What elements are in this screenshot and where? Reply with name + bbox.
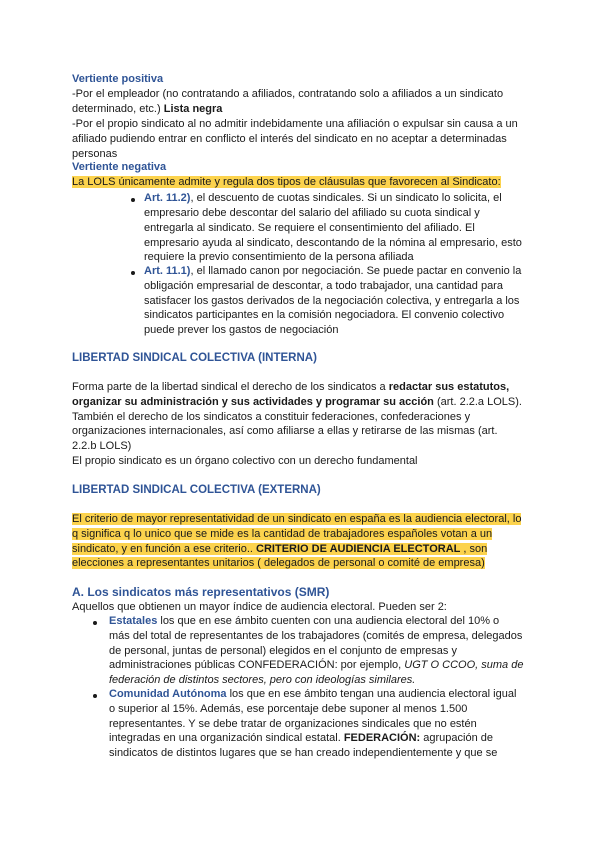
text-line: sindicatos de distintos lugares que se han creado independientemente y que se xyxy=(109,747,498,759)
bullet-icon xyxy=(131,198,135,202)
text-line: El criterio de mayor representatividad de un sindicato en españa es la audiencia electoral, lo xyxy=(72,513,522,525)
text-line: o superior al 15%. Además, ese porcentaje debe suponer al menos 1.500 xyxy=(109,703,468,715)
bullet-icon xyxy=(93,621,97,625)
text-line: organizar su administración y sus actividades y programar su acción (art. 2.2.a LOLS). xyxy=(72,396,522,408)
text-line: entregarla al sindicato. Se requiere el consentimiento del afiliado. El xyxy=(144,222,475,234)
highlighted-text: La LOLS únicamente admite y regula dos tipos de cláusulas que favorecen al Sindicato: xyxy=(72,176,501,188)
text-line: personas xyxy=(72,148,118,160)
article-ref: Art. 11.2) xyxy=(144,192,191,204)
text-line: Aquellos que obtienen un mayor índice de audiencia electoral. Pueden ser 2: xyxy=(72,601,447,613)
section-heading-externa: LIBERTAD SINDICAL COLECTIVA (EXTERNA) xyxy=(72,484,321,496)
text-line: representantes. Y se debe tratar de organizaciones sindicales que no estén xyxy=(109,718,477,730)
text-line: Forma parte de la libertad sindical el derecho de los sindicatos a redactar sus estatutos, xyxy=(72,381,510,393)
text-line xyxy=(72,175,501,190)
comunidad-autonoma-label: Comunidad Autónoma xyxy=(109,688,227,700)
text-line: de personal, juntas de personal) elegidos en el conjunto de empresas y xyxy=(109,645,457,657)
estatales-label: Estatales xyxy=(109,615,158,627)
lista-negra-term: Lista negra xyxy=(163,103,223,115)
bullet-icon xyxy=(93,694,97,698)
text-line: puede prever los gastos de negociación xyxy=(144,324,339,336)
text-line: obligación empresarial de descontar, a todo trabajador, una cantidad para xyxy=(144,280,503,292)
text-line: -Por el empleador (no contratando a afiliados, contratando solo a afiliados a un sindicato xyxy=(72,88,504,100)
text-line: Art. 11.2), el descuento de cuotas sindicales. Si un sindicato lo solicita, el xyxy=(144,192,502,204)
text-line: requiere la previo consentimiento de la persona afiliada xyxy=(144,251,414,263)
criterio-audiencia-term: CRITERIO DE AUDIENCIA ELECTORAL xyxy=(256,543,461,555)
text-line: determinado, etc.) Lista negra xyxy=(72,103,223,115)
text-line: También el derecho de los sindicatos a constituir federaciones, confederaciones y xyxy=(72,411,471,423)
text-line: Art. 11.1), el llamado canon por negociación. Se puede pactar en convenio la xyxy=(144,265,522,277)
smr-heading: A. Los sindicatos más representativos (SMR) xyxy=(72,585,330,599)
section-heading-interna: LIBERTAD SINDICAL COLECTIVA (INTERNA) xyxy=(72,352,317,364)
text-line: empresario debe descontar del salario del afiliado su cuota sindical y xyxy=(144,207,480,219)
text-line: organizaciones internacionales, así como afiliarse a ellas y retirarse de las mismas (art. xyxy=(72,425,498,437)
text-line: Estatales los que en ese ámbito cuenten con una audiencia electoral del 10% o xyxy=(109,615,500,627)
text-line: sindicatos participantes en la comisión negociadora. El convenio colectivo xyxy=(144,309,505,321)
text-line: federación de distintos sectores, pero con ideologías similares. xyxy=(109,674,416,686)
bullet-icon xyxy=(131,271,135,275)
article-ref: Art. 11.1) xyxy=(144,265,191,277)
vertiente-positiva-heading: Vertiente positiva xyxy=(72,73,164,85)
text-line: más del total de representantes de los trabajadores (comités de empresa, delegados xyxy=(109,630,523,642)
text-line: -Por el propio sindicato al no admitir indebidamente una afiliación o expulsar sin causa a un xyxy=(72,118,518,130)
text-line: integradas en una organización sindical estatal. FEDERACIÓN: agrupación de xyxy=(109,732,493,744)
text-line: El propio sindicato es un órgano colectivo con un derecho fundamental xyxy=(72,455,418,467)
text-line: satisfacer los gastos derivados de la negociación colectiva, y entregarla a los xyxy=(144,295,520,307)
text-line: Comunidad Autónoma los que en ese ámbito tengan una audiencia electoral igual xyxy=(109,688,517,700)
text-line: 2.2.b LOLS) xyxy=(72,440,132,452)
text-line: elecciones a representantes unitarios ( delegados de personal o comité de empresa) xyxy=(72,557,485,569)
text-line: q significa q lo unico que se mide es la cantidad de trabajadores españoles votan a un xyxy=(72,528,493,540)
vertiente-negativa-heading: Vertiente negativa xyxy=(72,161,167,173)
text-line: sindicato, y en función a ese criterio.. CRITERIO DE AUDIENCIA ELECTORAL , son xyxy=(72,543,488,555)
text-line: administraciones públicas CONFEDERACIÓN: por ejemplo, UGT O CCOO, suma de xyxy=(109,659,524,671)
text-line: empresario ayuda al sindicato, descontando de la nómina al empresario, esto xyxy=(144,237,522,249)
text-line: afiliado pudiendo entrar en conflicto el interés del sindicato en no aceptar a determinadas xyxy=(72,133,507,145)
